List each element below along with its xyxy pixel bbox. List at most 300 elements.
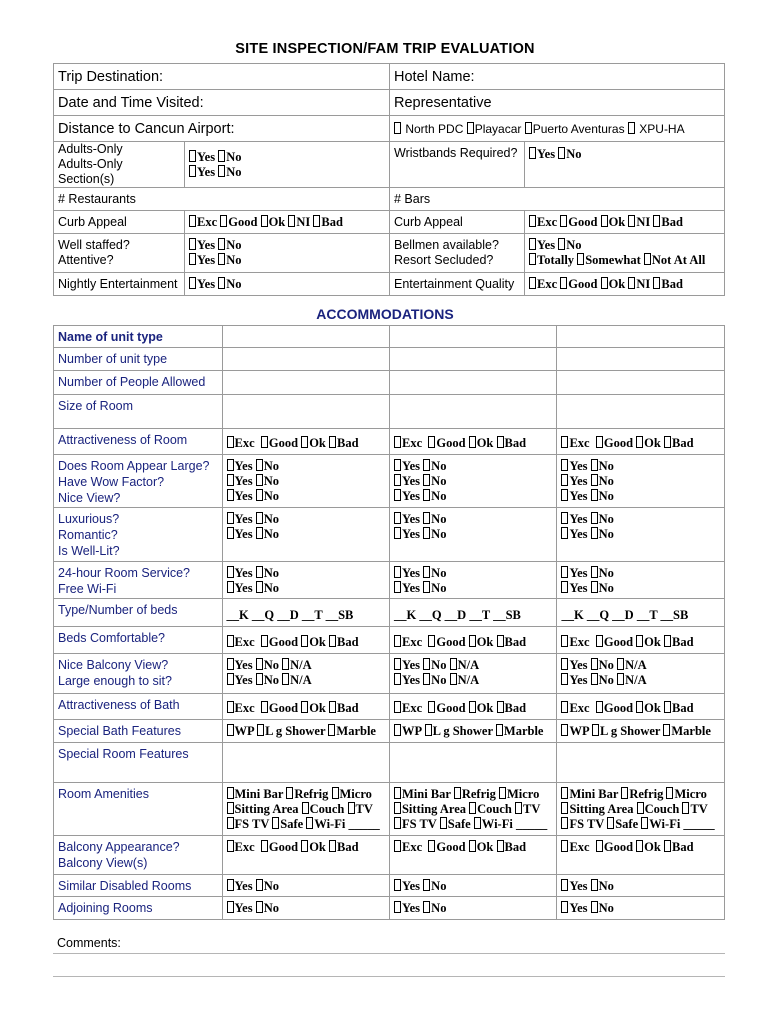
checkbox-icon[interactable] xyxy=(561,840,568,852)
adults-only-label: Adults-Only Adults-Only Section(s) xyxy=(54,142,185,188)
row-label: 24-hour Room Service? Free Wi-Fi xyxy=(54,562,223,599)
checkbox-icon[interactable] xyxy=(423,527,430,539)
comments-line[interactable] xyxy=(53,976,725,977)
unit-column-2-cell[interactable]: Yes No Yes No xyxy=(389,562,556,599)
checkbox-icon[interactable] xyxy=(591,879,598,891)
checkbox-icon[interactable] xyxy=(256,658,263,670)
unit-column-3-cell[interactable]: Exc Good Ok Bad xyxy=(557,694,725,720)
checkbox-icon[interactable] xyxy=(561,901,568,913)
checkbox-icon[interactable] xyxy=(313,215,320,227)
checkbox-icon[interactable] xyxy=(596,436,603,448)
checkbox-icon[interactable] xyxy=(423,879,430,891)
row-label: Attractiveness of Bath xyxy=(54,694,223,720)
unit-column-2-cell[interactable]: Yes No xyxy=(389,875,556,897)
checkbox-icon[interactable] xyxy=(256,512,263,524)
checkbox-icon[interactable] xyxy=(394,787,401,799)
checkbox-icon[interactable] xyxy=(286,787,293,799)
representative-field[interactable]: Representative xyxy=(390,90,725,116)
checkbox-icon[interactable] xyxy=(256,673,263,685)
unit-column-1-cell[interactable] xyxy=(222,743,389,783)
checkbox-icon[interactable] xyxy=(664,635,671,647)
checkbox-icon[interactable] xyxy=(394,459,401,471)
checkbox-icon[interactable] xyxy=(394,673,401,685)
checkbox-icon[interactable] xyxy=(628,215,635,227)
checkbox-icon[interactable] xyxy=(261,436,268,448)
checkbox-icon[interactable] xyxy=(591,489,598,501)
checkbox-icon[interactable] xyxy=(227,817,234,829)
checkbox-icon[interactable] xyxy=(591,474,598,486)
unit-column-2-cell[interactable]: Mini Bar Refrig Micro Sitting Area Couch TV FS TV Safe Wi-Fi _____ xyxy=(389,783,556,836)
unit-column-2-cell[interactable]: Yes No N/A Yes No N/A xyxy=(389,654,556,694)
checkbox-icon[interactable] xyxy=(591,527,598,539)
unit-column-1-cell[interactable]: WP L g Shower Marble xyxy=(222,720,389,743)
unit-column-2-cell[interactable] xyxy=(389,371,556,395)
bars-field[interactable]: # Bars xyxy=(390,188,725,211)
checkbox-icon[interactable] xyxy=(561,512,568,524)
zone-option[interactable]: Playacar xyxy=(467,122,522,136)
checkbox-icon[interactable] xyxy=(218,238,225,250)
row-label: Special Bath Features xyxy=(54,720,223,743)
checkbox-icon[interactable] xyxy=(596,701,603,713)
accommodations-table xyxy=(53,325,725,920)
checkbox-icon[interactable] xyxy=(227,635,234,647)
checkbox-icon[interactable] xyxy=(529,253,536,265)
adults-only-options: Yes No Yes No xyxy=(185,142,390,188)
checkbox-icon[interactable] xyxy=(218,150,225,162)
unit-column-3-cell[interactable]: __K __Q __D __T __SB xyxy=(557,599,725,627)
unit-column-2-cell[interactable]: Exc Good Ok Bad xyxy=(389,429,556,455)
checkbox-icon[interactable] xyxy=(428,436,435,448)
checkbox-icon[interactable] xyxy=(561,474,568,486)
unit-column-3-cell[interactable]: Exc Good Ok Bad xyxy=(557,836,725,875)
checkbox-icon[interactable] xyxy=(561,817,568,829)
checkbox-icon[interactable] xyxy=(261,701,268,713)
checkbox-icon[interactable] xyxy=(617,658,624,670)
unit-column-3-cell[interactable]: Mini Bar Refrig Micro Sitting Area Couch TV FS TV Safe Wi-Fi _____ xyxy=(557,783,725,836)
row-label: Number of People Allowed xyxy=(54,371,223,395)
checkbox-icon[interactable] xyxy=(469,802,476,814)
checkbox-icon[interactable] xyxy=(332,787,339,799)
checkbox-icon[interactable] xyxy=(261,840,268,852)
curb-appeal-options: Exc Good Ok NI Bad xyxy=(185,211,390,234)
checkbox-icon[interactable] xyxy=(561,802,568,814)
checkbox-icon[interactable] xyxy=(591,901,598,913)
row-balcony-view xyxy=(54,654,725,694)
date-time-field[interactable]: Date and Time Visited: xyxy=(54,90,390,116)
checkbox-icon[interactable] xyxy=(282,673,289,685)
checkbox-icon[interactable] xyxy=(653,277,660,289)
general-info-table xyxy=(53,63,725,296)
checkbox-icon[interactable] xyxy=(561,724,568,736)
unit-column-1-cell[interactable]: Exc Good Ok Bad xyxy=(222,627,389,654)
checkbox-icon[interactable] xyxy=(394,489,401,501)
checkbox-icon[interactable] xyxy=(301,701,308,713)
checkbox-icon[interactable] xyxy=(227,459,234,471)
checkbox-icon[interactable] xyxy=(637,802,644,814)
checkbox-icon[interactable] xyxy=(474,817,481,829)
unit-column-3-cell[interactable] xyxy=(557,395,725,429)
unit-column-3-cell[interactable]: Yes No xyxy=(557,897,725,920)
checkbox-icon[interactable] xyxy=(497,840,504,852)
checkbox-icon[interactable] xyxy=(561,658,568,670)
checkbox-icon[interactable] xyxy=(227,701,234,713)
row-label: Name of unit type xyxy=(54,326,223,348)
checkbox-icon[interactable] xyxy=(328,724,335,736)
wristbands-label: Wristbands Required? xyxy=(390,142,525,188)
checkbox-icon[interactable] xyxy=(596,840,603,852)
checkbox-icon[interactable] xyxy=(450,673,457,685)
checkbox-icon[interactable] xyxy=(591,673,598,685)
unit-column-3-cell[interactable] xyxy=(557,348,725,371)
unit-column-1-cell[interactable]: Yes No N/A Yes No N/A xyxy=(222,654,389,694)
checkbox-icon[interactable] xyxy=(561,879,568,891)
checkbox-icon[interactable] xyxy=(282,658,289,670)
unit-column-3-cell[interactable]: Yes No Yes No Yes No xyxy=(557,455,725,508)
checkbox-icon[interactable] xyxy=(664,436,671,448)
row-label: Size of Room xyxy=(54,395,223,429)
checkbox-icon[interactable] xyxy=(301,840,308,852)
unit-column-1-cell[interactable]: Exc Good Ok Bad xyxy=(222,429,389,455)
checkbox-icon[interactable] xyxy=(496,724,503,736)
checkbox-icon[interactable] xyxy=(596,635,603,647)
checkbox-icon[interactable] xyxy=(394,840,401,852)
checkbox-icon[interactable] xyxy=(394,901,401,913)
unit-column-1-cell[interactable]: Yes No Yes No xyxy=(222,562,389,599)
checkbox-icon[interactable] xyxy=(301,436,308,448)
zone-option[interactable]: XPU-HA xyxy=(628,122,685,136)
row-bath xyxy=(54,694,725,720)
hotel-name-field[interactable]: Hotel Name: xyxy=(390,64,725,90)
checkbox-icon[interactable] xyxy=(423,474,430,486)
page-title: SITE INSPECTION/FAM TRIP EVALUATION xyxy=(235,41,535,57)
checkbox-icon[interactable] xyxy=(189,165,196,177)
unit-column-1-cell[interactable]: Yes No xyxy=(222,897,389,920)
staffing-options: Yes No Yes No xyxy=(185,234,390,273)
checkbox-icon[interactable] xyxy=(560,277,567,289)
checkbox-icon[interactable] xyxy=(227,581,234,593)
checkbox-icon[interactable] xyxy=(306,817,313,829)
checkbox-icon[interactable] xyxy=(561,566,568,578)
trip-destination-field[interactable]: Trip Destination: xyxy=(54,64,390,90)
checkbox-icon[interactable] xyxy=(428,840,435,852)
unit-column-2-cell[interactable]: Exc Good Ok Bad xyxy=(389,694,556,720)
checkbox-icon[interactable] xyxy=(561,787,568,799)
zone-option[interactable]: North PDC xyxy=(394,122,463,136)
checkbox-icon[interactable] xyxy=(329,840,336,852)
checkbox-icon[interactable] xyxy=(529,147,536,159)
checkbox-icon[interactable] xyxy=(561,635,568,647)
checkbox-icon[interactable] xyxy=(218,277,225,289)
curb-appeal-label: Curb Appeal xyxy=(54,211,185,234)
comments-line[interactable] xyxy=(53,953,725,954)
checkbox-icon[interactable] xyxy=(227,527,234,539)
checkbox-icon[interactable] xyxy=(189,215,196,227)
checkbox-icon[interactable] xyxy=(256,879,263,891)
checkbox-icon[interactable] xyxy=(227,787,234,799)
checkbox-icon[interactable] xyxy=(394,436,401,448)
checkbox-icon[interactable] xyxy=(454,787,461,799)
checkbox-icon[interactable] xyxy=(261,635,268,647)
checkbox-icon[interactable] xyxy=(394,122,401,134)
checkbox-icon[interactable] xyxy=(682,802,689,814)
unit-column-1-cell[interactable]: __K __Q __D __T __SB xyxy=(222,599,389,627)
unit-column-1-cell[interactable]: Yes No xyxy=(222,875,389,897)
checkbox-icon[interactable] xyxy=(302,802,309,814)
checkbox-icon[interactable] xyxy=(227,566,234,578)
checkbox-icon[interactable] xyxy=(591,581,598,593)
unit-column-1-cell[interactable]: Yes No Yes No xyxy=(222,508,389,562)
unit-column-1-cell[interactable] xyxy=(222,395,389,429)
checkbox-icon[interactable] xyxy=(469,436,476,448)
checkbox-icon[interactable] xyxy=(227,512,234,524)
row-label: Balcony Appearance? Balcony View(s) xyxy=(54,836,223,875)
checkbox-icon[interactable] xyxy=(394,474,401,486)
row-label: Beds Comfortable? xyxy=(54,627,223,654)
checkbox-icon[interactable] xyxy=(529,215,536,227)
row-label: Similar Disabled Rooms xyxy=(54,875,223,897)
checkbox-icon[interactable] xyxy=(423,489,430,501)
checkbox-icon[interactable] xyxy=(261,215,268,227)
checkbox-icon[interactable] xyxy=(227,879,234,891)
checkbox-icon[interactable] xyxy=(591,459,598,471)
checkbox-icon[interactable] xyxy=(189,277,196,289)
checkbox-icon[interactable] xyxy=(641,817,648,829)
checkbox-icon[interactable] xyxy=(227,436,234,448)
checkbox-icon[interactable] xyxy=(561,673,568,685)
checkbox-icon[interactable] xyxy=(636,436,643,448)
checkbox-icon[interactable] xyxy=(394,879,401,891)
checkbox-icon[interactable] xyxy=(644,253,651,265)
checkbox-icon[interactable] xyxy=(220,215,227,227)
unit-column-3-cell[interactable]: Yes No Yes No xyxy=(557,508,725,562)
checkbox-icon[interactable] xyxy=(288,215,295,227)
checkbox-icon[interactable] xyxy=(394,724,401,736)
checkbox-icon[interactable] xyxy=(617,673,624,685)
checkbox-icon[interactable] xyxy=(561,459,568,471)
checkbox-icon[interactable] xyxy=(428,701,435,713)
checkbox-icon[interactable] xyxy=(663,724,670,736)
checkbox-icon[interactable] xyxy=(601,215,608,227)
restaurants-field[interactable]: # Restaurants xyxy=(54,188,390,211)
checkbox-icon[interactable] xyxy=(497,635,504,647)
checkbox-icon[interactable] xyxy=(256,474,263,486)
unit-column-2-cell[interactable]: Exc Good Ok Bad xyxy=(389,627,556,654)
checkbox-icon[interactable] xyxy=(591,566,598,578)
checkbox-icon[interactable] xyxy=(394,527,401,539)
row-attractiveness xyxy=(54,429,725,455)
unit-column-3-cell[interactable]: Yes No Yes No xyxy=(557,562,725,599)
checkbox-icon[interactable] xyxy=(558,238,565,250)
unit-column-3-cell[interactable] xyxy=(557,743,725,783)
checkbox-icon[interactable] xyxy=(227,658,234,670)
unit-column-1-cell[interactable] xyxy=(222,326,389,348)
row-label: Number of unit type xyxy=(54,348,223,371)
row-bath-features xyxy=(54,720,725,743)
checkbox-icon[interactable] xyxy=(577,253,584,265)
checkbox-icon[interactable] xyxy=(469,701,476,713)
entertainment-quality-options: Exc Good Ok NI Bad xyxy=(525,273,725,296)
checkbox-icon[interactable] xyxy=(664,840,671,852)
checkbox-icon[interactable] xyxy=(394,802,401,814)
checkbox-icon[interactable] xyxy=(607,817,614,829)
nightly-entertainment-options: Yes No xyxy=(185,273,390,296)
checkbox-icon[interactable] xyxy=(394,581,401,593)
unit-column-1-cell[interactable]: Mini Bar Refrig Micro Sitting Area Couch TV FS TV Safe Wi-Fi _____ xyxy=(222,783,389,836)
checkbox-icon[interactable] xyxy=(636,840,643,852)
row-label: Special Room Features xyxy=(54,743,223,783)
unit-column-2-cell[interactable] xyxy=(389,326,556,348)
checkbox-icon[interactable] xyxy=(529,238,536,250)
unit-column-3-cell[interactable]: WP L g Shower Marble xyxy=(557,720,725,743)
checkbox-icon[interactable] xyxy=(621,787,628,799)
unit-column-3-cell[interactable]: Exc Good Ok Bad xyxy=(557,429,725,455)
row-room-large xyxy=(54,455,725,508)
unit-column-3-cell[interactable]: Yes No N/A Yes No N/A xyxy=(557,654,725,694)
checkbox-icon[interactable] xyxy=(450,658,457,670)
checkbox-icon[interactable] xyxy=(560,215,567,227)
checkbox-icon[interactable] xyxy=(664,701,671,713)
checkbox-icon[interactable] xyxy=(227,673,234,685)
row-beds xyxy=(54,599,725,627)
checkbox-icon[interactable] xyxy=(218,165,225,177)
checkbox-icon[interactable] xyxy=(394,658,401,670)
checkbox-icon[interactable] xyxy=(189,253,196,265)
unit-column-2-cell[interactable]: Yes No Yes No Yes No xyxy=(389,455,556,508)
checkbox-icon[interactable] xyxy=(256,527,263,539)
row-disabled xyxy=(54,875,725,897)
checkbox-icon[interactable] xyxy=(425,724,432,736)
checkbox-icon[interactable] xyxy=(394,817,401,829)
checkbox-icon[interactable] xyxy=(428,635,435,647)
checkbox-icon[interactable] xyxy=(558,147,565,159)
checkbox-icon[interactable] xyxy=(348,802,355,814)
checkbox-icon[interactable] xyxy=(394,566,401,578)
unit-column-1-cell[interactable] xyxy=(222,371,389,395)
checkbox-icon[interactable] xyxy=(227,474,234,486)
checkbox-icon[interactable] xyxy=(256,581,263,593)
checkbox-icon[interactable] xyxy=(256,901,263,913)
checkbox-icon[interactable] xyxy=(592,724,599,736)
checkbox-icon[interactable] xyxy=(394,701,401,713)
zone-option[interactable]: Puerto Aventuras xyxy=(525,122,625,136)
unit-column-2-cell[interactable]: __K __Q __D __T __SB xyxy=(389,599,556,627)
checkbox-icon[interactable] xyxy=(423,673,430,685)
checkbox-icon[interactable] xyxy=(189,150,196,162)
checkbox-icon[interactable] xyxy=(394,512,401,524)
checkbox-icon[interactable] xyxy=(499,787,506,799)
row-room-features xyxy=(54,743,725,783)
checkbox-icon[interactable] xyxy=(423,512,430,524)
checkbox-icon[interactable] xyxy=(423,581,430,593)
staffing-label: Well staffed? Attentive? xyxy=(54,234,185,273)
row-room-service xyxy=(54,562,725,599)
checkbox-icon[interactable] xyxy=(329,436,336,448)
checkbox-icon[interactable] xyxy=(227,802,234,814)
checkbox-icon[interactable] xyxy=(301,635,308,647)
checkbox-icon[interactable] xyxy=(561,527,568,539)
unit-column-3-cell[interactable]: Yes No xyxy=(557,875,725,897)
unit-column-2-cell[interactable]: Exc Good Ok Bad xyxy=(389,836,556,875)
checkbox-icon[interactable] xyxy=(525,122,532,134)
checkbox-icon[interactable] xyxy=(515,802,522,814)
checkbox-icon[interactable] xyxy=(272,817,279,829)
checkbox-icon[interactable] xyxy=(257,724,264,736)
unit-column-2-cell[interactable]: Yes No xyxy=(389,897,556,920)
checkbox-icon[interactable] xyxy=(561,701,568,713)
unit-column-1-cell[interactable]: Exc Good Ok Bad xyxy=(222,836,389,875)
unit-column-2-cell[interactable]: WP L g Shower Marble xyxy=(389,720,556,743)
checkbox-icon[interactable] xyxy=(227,724,234,736)
checkbox-icon[interactable] xyxy=(497,701,504,713)
checkbox-icon[interactable] xyxy=(256,489,263,501)
unit-column-2-cell[interactable] xyxy=(389,743,556,783)
checkbox-icon[interactable] xyxy=(423,901,430,913)
checkbox-icon[interactable] xyxy=(440,817,447,829)
unit-column-3-cell[interactable] xyxy=(557,326,725,348)
unit-column-2-cell[interactable] xyxy=(389,348,556,371)
checkbox-icon[interactable] xyxy=(561,581,568,593)
checkbox-icon[interactable] xyxy=(529,277,536,289)
checkbox-icon[interactable] xyxy=(666,787,673,799)
checkbox-icon[interactable] xyxy=(329,635,336,647)
unit-column-2-cell[interactable] xyxy=(389,395,556,429)
row-amenities xyxy=(54,783,725,836)
unit-column-1-cell[interactable] xyxy=(222,348,389,371)
checkbox-icon[interactable] xyxy=(497,436,504,448)
checkbox-icon[interactable] xyxy=(591,512,598,524)
checkbox-icon[interactable] xyxy=(628,122,635,134)
checkbox-icon[interactable] xyxy=(329,701,336,713)
checkbox-icon[interactable] xyxy=(628,277,635,289)
checkbox-icon[interactable] xyxy=(394,635,401,647)
checkbox-icon[interactable] xyxy=(256,566,263,578)
checkbox-icon[interactable] xyxy=(561,436,568,448)
checkbox-icon[interactable] xyxy=(636,635,643,647)
row-beds-comfortable xyxy=(54,627,725,654)
checkbox-icon[interactable] xyxy=(218,253,225,265)
checkbox-icon[interactable] xyxy=(561,489,568,501)
row-luxurious xyxy=(54,508,725,562)
checkbox-icon[interactable] xyxy=(469,840,476,852)
nightly-entertainment-label: Nightly Entertainment xyxy=(54,273,185,296)
checkbox-icon[interactable] xyxy=(227,489,234,501)
checkbox-icon[interactable] xyxy=(423,566,430,578)
checkbox-icon[interactable] xyxy=(256,459,263,471)
checkbox-icon[interactable] xyxy=(469,635,476,647)
row-label: Type/Number of beds xyxy=(54,599,223,627)
checkbox-icon[interactable] xyxy=(591,658,598,670)
distance-field[interactable]: Distance to Cancun Airport: xyxy=(54,116,390,142)
unit-column-1-cell[interactable]: Exc Good Ok Bad xyxy=(222,694,389,720)
unit-column-2-cell[interactable]: Yes No Yes No xyxy=(389,508,556,562)
checkbox-icon[interactable] xyxy=(467,122,474,134)
unit-column-1-cell[interactable]: Yes No Yes No Yes No xyxy=(222,455,389,508)
checkbox-icon[interactable] xyxy=(189,238,196,250)
checkbox-icon[interactable] xyxy=(423,459,430,471)
row-name-of-unit xyxy=(54,326,725,348)
unit-column-3-cell[interactable] xyxy=(557,371,725,395)
unit-column-3-cell[interactable]: Exc Good Ok Bad xyxy=(557,627,725,654)
checkbox-icon[interactable] xyxy=(601,277,608,289)
checkbox-icon[interactable] xyxy=(227,901,234,913)
row-adjoining xyxy=(54,897,725,920)
row-number-of-unit xyxy=(54,348,725,371)
checkbox-icon[interactable] xyxy=(227,840,234,852)
checkbox-icon[interactable] xyxy=(636,701,643,713)
checkbox-icon[interactable] xyxy=(423,658,430,670)
checkbox-icon[interactable] xyxy=(653,215,660,227)
curb-appeal-label-2: Curb Appeal xyxy=(390,211,525,234)
